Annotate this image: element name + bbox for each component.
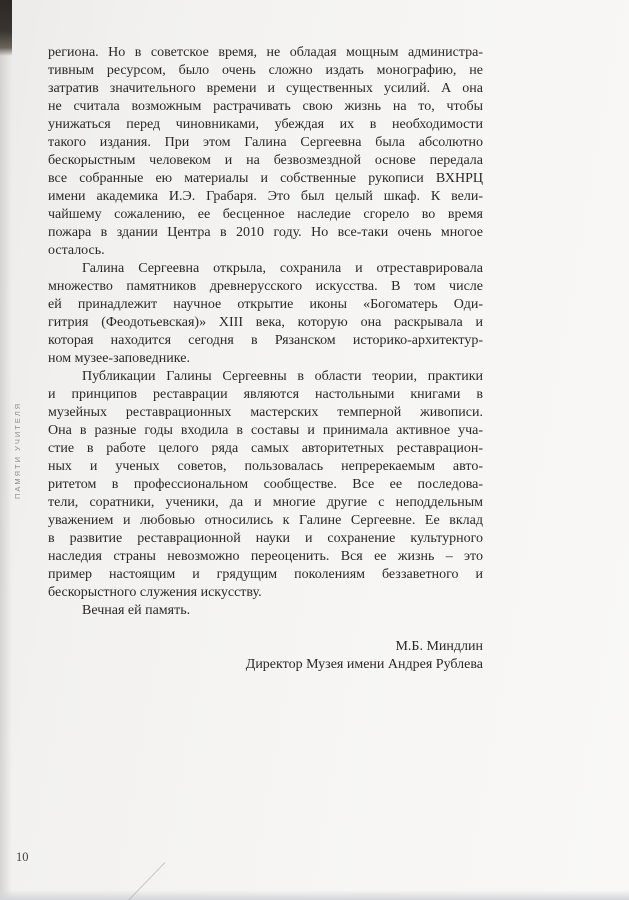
page-number: 10 (16, 850, 29, 864)
paragraph (48, 260, 483, 368)
text-line: и принципов реставрации являются настольными книгами в (48, 387, 483, 402)
text-line: Она в разные годы входила в составы и принимала активное уча- (48, 423, 483, 438)
text-line: осталось. (48, 243, 105, 258)
text-line: тели, соратники, ученики, да и многие другие с неподдельным (48, 495, 483, 510)
text-line: музейных реставрационных мастерских темперной живописи. (48, 405, 483, 420)
text-line: региона. Но в советское время, не обладая мощным администра- (48, 45, 483, 60)
signature-block (48, 638, 483, 674)
text-line: пример настоящим и грядущим поколениям беззаветного и (48, 567, 483, 582)
text-line: бескорыстным человеком и на безвозмездной основе передала (48, 153, 483, 168)
page-crease-line (127, 862, 165, 900)
text-line: гитрия (Феодотьевская)» XIII века, которую она раскрывала и (48, 315, 483, 330)
signature-title: Директор Музея имени Андрея Рублева (245, 657, 483, 672)
running-head-vertical: ПАМЯТИ УЧИТЕЛЯ (13, 401, 22, 499)
text-line: стие в работе целого ряда самых авторитетных реставрацион- (48, 441, 483, 456)
text-line: затратив значительного времени и существенных усилий. А она (48, 81, 483, 96)
text-line: наследия страны невозможно переоценить. Вся ее жизнь – это (48, 549, 483, 564)
text-line: ных и ученых советов, пользовалась непререкаемым авто- (48, 459, 483, 474)
paragraph (48, 44, 483, 260)
text-line: все собранные ею материалы и собственные рукописи ВХНРЦ (48, 171, 483, 186)
text-line: ритетом в профессиональном сообществе. Все ее последова- (48, 477, 483, 492)
text-line: ном музее-заповеднике. (48, 351, 190, 366)
text-line: уважением и любовью относились к Галине Сергеевне. Ее вклад (48, 513, 483, 528)
body-text (48, 44, 483, 674)
text-line: такого издания. При этом Галина Сергеевна была абсолютно (48, 135, 483, 150)
page-left-edge-shadow (0, 0, 12, 900)
paragraph (48, 368, 483, 602)
text-line: ей принадлежит научное открытие иконы «Богоматерь Оди- (48, 297, 483, 312)
text-line: Вечная ей память. (82, 603, 191, 618)
text-line: чайшему сожалению, ее бесценное наследие сгорело во время (48, 207, 483, 222)
text-line: множество памятников древнерусского искусства. В том числе (48, 279, 483, 294)
text-line: Галина Сергеевна открыла, сохранила и отреставрировала (82, 261, 483, 276)
text-line: не считала возможным растрачивать свою жизнь на то, чтобы (48, 99, 483, 114)
text-line: которая находится сегодня в Рязанском историко-архитектур- (48, 333, 483, 348)
text-line: Публикации Галины Сергеевны в области теории, практики (82, 369, 483, 384)
text-line: тивным ресурсом, было очень сложно издать монографию, не (48, 63, 483, 78)
signature-name: М.Б. Миндлин (395, 639, 483, 654)
text-line: в развитие реставрационной науки и сохранение культурного (48, 531, 483, 546)
page-bottom-edge-shadow (0, 890, 629, 900)
text-line: пожара в здании Центра в 2010 году. Но все-таки очень многое (48, 225, 483, 240)
text-line: бескорыстного служения искусству. (48, 585, 262, 600)
spine-corner-shadow (0, 0, 12, 56)
text-line: имени академика И.Э. Грабаря. Это был целый шкаф. К вели- (48, 189, 483, 204)
paragraph (48, 602, 483, 620)
text-line: унижаться перед чиновниками, убеждая их в необходимости (48, 117, 483, 132)
